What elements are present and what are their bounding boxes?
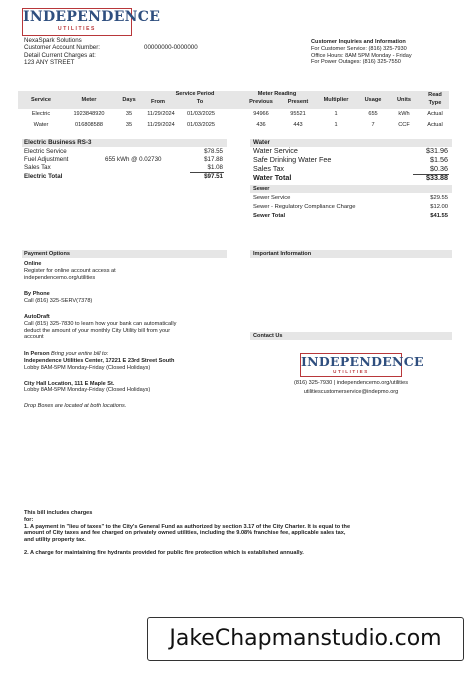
utilities-center-hours: Lobby 8AM-5PM Monday-Friday (Closed Holidays) [24,364,151,371]
water-section-title: Water [253,139,270,146]
electric-sales-tax-amount: $1.08 [207,164,223,171]
phone-title: By Phone [24,291,50,298]
row-previous: 436 [256,122,266,128]
autodraft-text-1: Call (815) 325-7830 to learn how your bank can automatically [24,320,177,327]
row-service: Water [33,122,49,128]
col-read: Read [428,92,442,98]
customer-inquiries [311,39,461,66]
col-from: From [151,99,165,105]
autodraft-text-3: account [24,334,44,341]
electric-service-amount: $78.55 [204,148,223,155]
utilities-center-address: Independence Utilities Center, 17221 E 23rd Street South [24,357,175,364]
row-usage: 7 [371,122,375,128]
row-units: kWh [398,111,410,117]
charges-title: This bill includes charges [24,510,93,516]
row-present: 95521 [290,111,306,117]
sewer-total-label: Sewer Total [253,213,286,219]
in-person-title: In Person [24,351,50,358]
watermark-stamp: JakeChapmanstudio.com [147,617,464,661]
col-type: Type [428,100,442,106]
col-meter: Meter [81,97,97,103]
phone-number: Call (816) 325-SERV(7378) [24,298,93,305]
fuel-adjustment-label: Fuel Adjustment [24,156,69,163]
row-read-type: Actual [427,122,443,128]
row-meter: 016808588 [75,122,103,128]
electric-total-label: Electric Total [24,173,63,180]
inquiries-title: Customer Inquiries and Information [311,39,406,45]
in-person-note: Bring your entire bill to: [49,351,109,358]
sewer-service-amount: $29.55 [430,195,448,201]
charge-item-1a: 1. A payment in "lieu of taxes" to the City's General Fund as authorized by section 3.17 of the City Charter. It is equal to the [24,523,351,530]
electric-total-amount: $97.51 [204,173,223,180]
electric-service-label: Electric Service [24,148,67,155]
row-multiplier: 1 [334,122,338,128]
row-multiplier: 1 [334,111,338,117]
company-logo [22,8,161,36]
row-from: 11/29/2024 [147,122,175,128]
row-days: 35 [125,122,133,128]
company-name: NexaSpark Solutions [24,37,82,44]
autodraft-title: AutoDraft [24,313,50,320]
safe-drinking-water-fee-label: Safe Drinking Water Fee [253,155,332,164]
col-to: To [196,99,204,105]
city-hall-hours: Lobby 8AM-5PM Monday-Friday (Closed Holidays) [24,387,151,394]
contact-phone-website: (816) 325-7930 | independencemo.org/utilities [293,380,409,386]
row-usage: 655 [368,111,378,117]
electric-section-title: Electric Business RS-3 [24,139,92,146]
online-text-1: Register for online account access at [24,267,116,274]
row-to: 01/03/2025 [187,111,215,117]
office-hours: Office Hours: 8AM 5PM Monday - Friday [311,52,412,59]
important-info-title: Important Information [253,251,312,257]
bill-charges-notes [24,510,454,557]
row-meter: 1923848920 [73,111,105,117]
account-number-label: Customer Account Number: [24,44,100,52]
col-days: Days [122,97,136,103]
col-units: Units [397,97,411,103]
row-from: 11/29/2024 [147,111,175,117]
water-service-label: Water Service [253,146,298,155]
drop-box-note: Drop Boxes are located at both locations. [24,403,127,410]
autodraft-text-2: deduct the amount of your monthly City Utility bill from your [24,327,171,334]
water-service-amount: $31.96 [426,146,448,155]
payment-options [24,261,244,410]
col-multiplier: Multiplier [323,97,349,103]
contact-email[interactable]: utilitiescustomerservice@indepmo.org [303,389,399,395]
sewer-compliance-label: Sewer - Regulatory Compliance Charge [253,204,356,210]
fuel-adjustment-detail: 655 kWh @ 0.02730 [105,156,162,163]
col-previous: Previous [249,99,273,105]
row-service: Electric [31,111,51,117]
sewer-section-title: Sewer [253,186,270,192]
city-hall-address: City Hall Location, 111 E Maple St. [24,380,115,387]
logo-word: INDEPENDENCE [23,9,161,25]
charges-for: for: [24,516,34,523]
row-present: 443 [293,122,303,128]
power-outage-phone: For Power Outages: (816) 325-7550 [311,59,401,66]
logo-subtitle: UTILITIES [57,26,96,32]
online-title: Online [24,261,42,267]
row-read-type: Actual [427,111,443,117]
water-sales-tax-amount: $0.36 [430,164,448,173]
water-sales-tax-label: Sales Tax [253,164,285,173]
row-units: CCF [398,122,410,128]
contact-logo [300,353,424,377]
contact-us-title: Contact Us [253,333,283,339]
online-link[interactable]: independencemo.org/utilities [24,274,96,281]
safe-drinking-water-fee-amount: $1.56 [430,155,448,164]
charge-item-1b: amount of City taxes and fee charged on privately owned utilities, including the 9.08% franchise fee, applicable sales tax, [24,530,346,537]
col-present: Present [287,99,309,105]
row-days: 35 [125,111,133,117]
account-number-value: 00000000-0000000 [144,44,198,52]
sewer-header-bar [250,185,452,193]
electric-sales-tax-label: Sales Tax [24,164,51,171]
sewer-service-label: Sewer Service [253,195,291,201]
water-total-label: Water Total [253,173,292,182]
col-service: Service [31,97,51,103]
charge-item-2: 2. A charge for maintaining fire hydrants provided for public fire protection which is established annually. [24,549,304,556]
charge-item-1c: and utility property tax. [24,537,86,544]
account-info [24,37,224,67]
contact-logo-word: INDEPENDENCE [301,354,424,369]
sewer-compliance-amount: $12.00 [430,204,448,210]
detail-charges-label: Detail Current Charges at: [24,51,96,59]
row-previous: 94966 [253,111,269,117]
row-to: 01/03/2025 [187,122,215,128]
contact-logo-subtitle: UTILITIES [333,369,369,374]
col-meter-reading: Meter Reading [257,91,297,97]
col-service-period: Service Period [175,91,215,97]
col-usage: Usage [364,97,382,103]
service-address: 123 ANY STREET [24,59,75,67]
sewer-total-amount: $41.55 [430,213,448,219]
customer-service-phone: For Customer Service: (816) 325-7930 [311,45,407,52]
fuel-adjustment-amount: $17.88 [204,156,223,163]
water-total-amount: $33.88 [426,173,448,182]
payment-options-title: Payment Options [24,251,71,257]
